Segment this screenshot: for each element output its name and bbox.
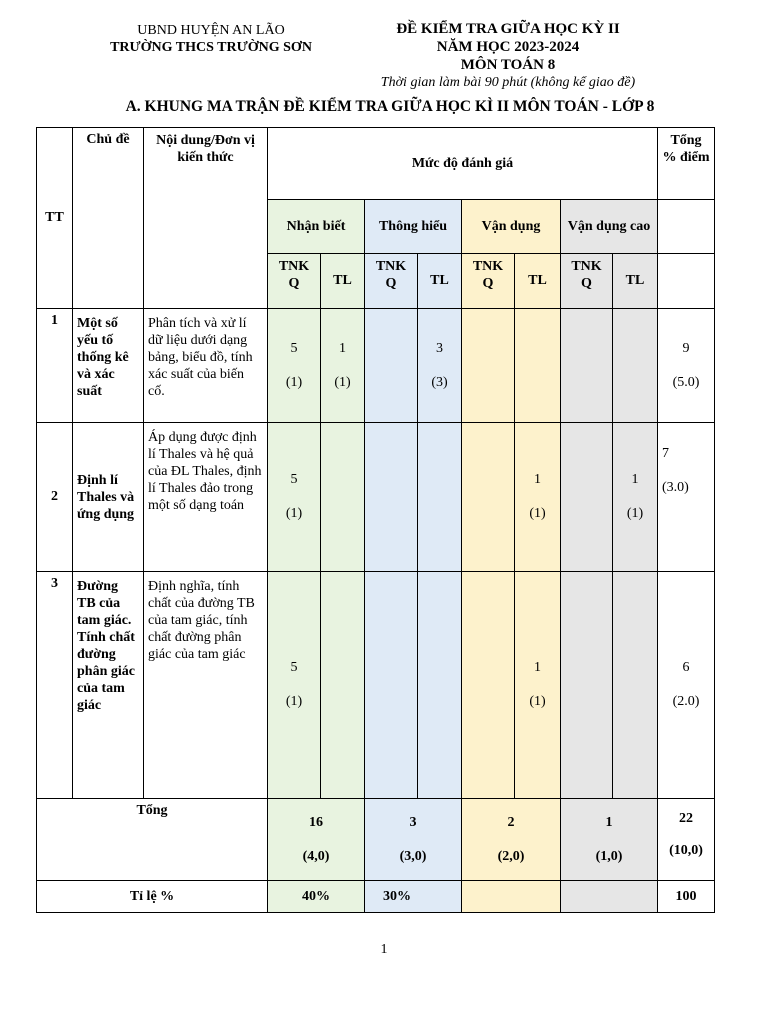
- section-title: A. KHUNG MA TRẬN ĐỀ KIỂM TRA GIỮA HỌC KÌ II MÔN TOÁN - LỚP 8: [125, 98, 655, 115]
- totals-row: [37, 799, 715, 881]
- cell-vdc-tl: [613, 309, 658, 423]
- sub-vd-tnkq: TNK Q: [462, 254, 515, 309]
- cell-total: 9 (5.0): [658, 309, 715, 423]
- ratio-row: [37, 881, 715, 913]
- sub-th-tnkq: TNK Q: [365, 254, 418, 309]
- total-nb: 16 (4,0): [268, 799, 365, 881]
- cell-total: 6 (2.0): [658, 572, 715, 799]
- totals-label: Tổng: [37, 799, 268, 881]
- row-tt: 3: [37, 572, 73, 799]
- header-row-1: [37, 128, 715, 200]
- row-content: Định nghĩa, tính chất của đường TB của tam giác, tính chất đường phân giác của tam giác: [144, 572, 268, 799]
- empty-cell: [658, 200, 715, 254]
- level-van-dung: Vận dụng: [462, 200, 561, 254]
- cell-nb-tl: [321, 423, 365, 572]
- district-name: UBND HUYỆN AN LÃO: [137, 23, 285, 38]
- col-level-header: Mức độ đánh giá: [268, 128, 658, 200]
- sub-nb-tl: TL: [321, 254, 365, 309]
- row-tt: 2: [37, 423, 73, 572]
- row-content: Phân tích và xử lí dữ liệu dưới dạng bảng, biểu đồ, tính xác suất của biến cố.: [144, 309, 268, 423]
- row-topic: Đường TB của tam giác. Tính chất đường phân giác của tam giác: [73, 572, 144, 799]
- cell-vdc-tnkq: [561, 309, 613, 423]
- ratio-all: 100: [658, 881, 715, 913]
- cell-th-tnkq: [365, 309, 418, 423]
- cell-nb-tnkq: 5 (1): [268, 572, 321, 799]
- sub-vd-tl: TL: [515, 254, 561, 309]
- ratio-label: Tỉ lệ %: [37, 881, 268, 913]
- cell-th-tl: 3 (3): [418, 309, 462, 423]
- sub-vdc-tl: TL: [613, 254, 658, 309]
- cell-th-tl: [418, 423, 462, 572]
- cell-vd-tl: [515, 309, 561, 423]
- cell-th-tnkq: [365, 572, 418, 799]
- exam-title: ĐỀ KIỂM TRA GIỮA HỌC KỲ II: [396, 21, 620, 37]
- cell-vdc-tnkq: [561, 572, 613, 799]
- table-row: [37, 309, 715, 423]
- row-tt: 1: [37, 309, 73, 423]
- ratio-th: 30%: [365, 881, 462, 913]
- cell-nb-tnkq: 5 (1): [268, 309, 321, 423]
- ratio-vdc: [561, 881, 658, 913]
- sub-th-tl: TL: [418, 254, 462, 309]
- row-topic: Một số yếu tố thống kê và xác suất: [73, 309, 144, 423]
- total-all: 22 (10,0): [658, 799, 715, 881]
- level-nhan-biet: Nhận biết: [268, 200, 365, 254]
- school-name: TRƯỜNG THCS TRƯỜNG SƠN: [110, 40, 312, 55]
- total-vd: 2 (2,0): [462, 799, 561, 881]
- table-row: [37, 572, 715, 799]
- subject: MÔN TOÁN 8: [460, 57, 556, 73]
- col-tt-header: TT: [37, 128, 73, 309]
- cell-vdc-tl: 1 (1): [613, 423, 658, 572]
- level-thong-hieu: Thông hiểu: [365, 200, 462, 254]
- school-year: NĂM HỌC 2023-2024: [436, 39, 580, 55]
- time-note: Thời gian làm bài 90 phút (không kể giao đề): [380, 75, 636, 90]
- row-content: Áp dụng được định lí Thales và hệ quả của ĐL Thales, định lí Thales đảo trong một số dạng toán: [144, 423, 268, 572]
- level-van-dung-cao: Vận dụng cao: [561, 200, 658, 254]
- ratio-vd: [462, 881, 561, 913]
- cell-vd-tl: 1 (1): [515, 423, 561, 572]
- cell-vd-tl: 1 (1): [515, 572, 561, 799]
- cell-nb-tl: [321, 572, 365, 799]
- cell-vd-tnkq: [462, 309, 515, 423]
- total-th: 3 (3,0): [365, 799, 462, 881]
- matrix-table: [36, 127, 715, 913]
- cell-vd-tnkq: [462, 572, 515, 799]
- sub-nb-tnkq: TNK Q: [268, 254, 321, 309]
- cell-vd-tnkq: [462, 423, 515, 572]
- ratio-nb: 40%: [268, 881, 365, 913]
- cell-vdc-tnkq: [561, 423, 613, 572]
- exam-header: [358, 20, 658, 92]
- sub-vdc-tnkq: TNK Q: [561, 254, 613, 309]
- school-header: [96, 22, 326, 56]
- total-vdc: 1 (1,0): [561, 799, 658, 881]
- cell-nb-tl: 1 (1): [321, 309, 365, 423]
- col-topic-header: Chủ đề: [73, 128, 144, 309]
- row-topic: Định lí Thales và ứng dụng: [73, 423, 144, 572]
- col-content-header: Nội dung/Đơn vị kiến thức: [144, 128, 268, 309]
- page-number: 1: [380, 942, 388, 957]
- cell-total: 7 (3.0): [658, 423, 715, 572]
- col-total-header: Tổng % điểm: [658, 128, 715, 200]
- cell-th-tl: [418, 572, 462, 799]
- table-row: [37, 423, 715, 572]
- cell-nb-tnkq: 5 (1): [268, 423, 321, 572]
- cell-vdc-tl: [613, 572, 658, 799]
- empty-cell: [658, 254, 715, 309]
- cell-th-tnkq: [365, 423, 418, 572]
